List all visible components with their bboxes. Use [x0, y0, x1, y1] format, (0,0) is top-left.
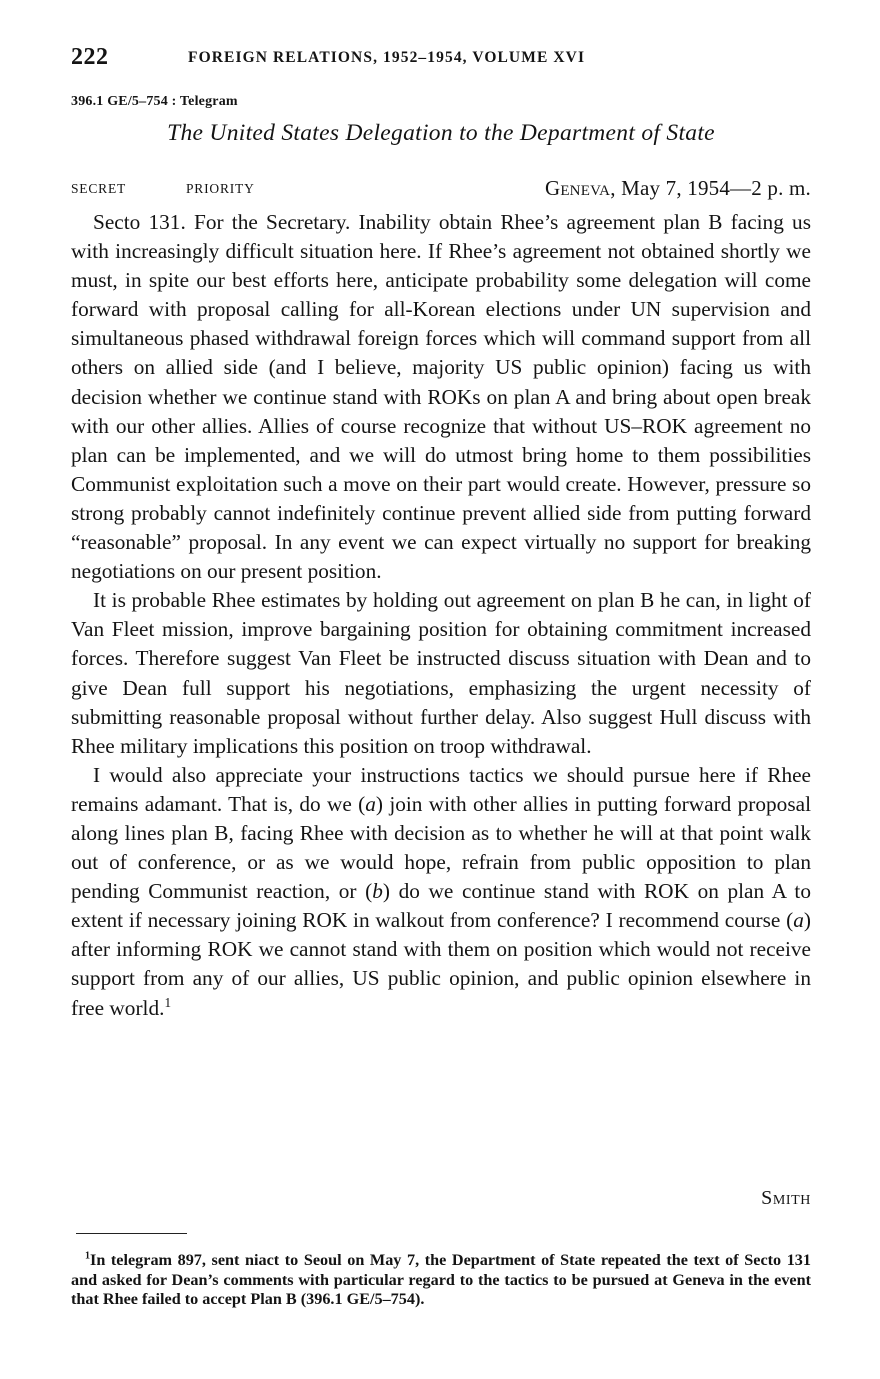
precedence-label: PRIORITY [186, 181, 255, 196]
footnote-reference: 1 [164, 994, 172, 1010]
page-header [71, 44, 811, 76]
footnote-marker: 1 [85, 1250, 91, 1262]
telegram-body [71, 208, 811, 1023]
footnote-divider [76, 1233, 187, 1234]
option-b-marker: b [372, 879, 383, 904]
document-title: The United States Delegation to the Department of State [167, 120, 715, 146]
paragraph-3-part-3: ) do we continue stand with ROK on plan A to extent if necessary joining ROK in walkout from conference? I recommend course ( [71, 879, 811, 933]
telegram-meta-row [71, 176, 811, 206]
dateline-date: , May 7, 1954—2 p. m. [610, 176, 811, 200]
dateline-place: Geneva [544, 176, 611, 200]
classification-label: SECRET [71, 181, 127, 196]
file-reference: 396.1 GE/5–754 : Telegram [71, 94, 238, 109]
option-a-marker-second: a [793, 908, 804, 933]
page-number: 222 [71, 44, 109, 70]
footnote-text: In telegram 897, sent niact to Seoul on May 7, the Department of State repeated the text of Secto 131 and asked for Dean’s comments with particular regard to the tactics to be pursued at Geneva in the event that Rhee failed to accept Plan B (396.1 GE/5–754). [71, 1251, 811, 1308]
paragraph-3-part-1: I would also appreciate your instructions tactics we should pursue here if Rhee remains adamant. That is, do we ( [71, 762, 811, 816]
paragraph-3-part-4: ) after informing ROK we cannot stand with them on position which would not receive support from any of our allies, US public opinion, and public opinion elsewhere in free world. [71, 908, 811, 1020]
option-a-marker: a [365, 791, 376, 816]
paragraph-3 [71, 761, 811, 1023]
dateline [545, 176, 811, 201]
paragraph-1: Secto 131. For the Secretary. Inability obtain Rhee’s agreement plan B facing us with increasingly difficult situation here. If Rhee’s agreement not obtained shortly we must, in spite our best efforts here, anticipate probability some delegation will come forward with proposal calling for all-Korean elections under UN supervision and simultaneous phased withdrawal foreign forces which will command support from all others on allied side (and I believe, majority US public opinion) facing us with decision whether we continue stand with ROKs on plan A and bring about open break with our other allies. Allies of course recognize that without US–ROK agreement no plan can be implemented, and we will do utmost bring home to them possibilities Communist exploitation such a move on their part would create. However, pressure so strong probably cannot indefinitely continue prevent allied side from putting forward “reasonable” proposal. In any event we can expect virtually no support for breaking negotiations on our present position. [71, 210, 811, 584]
footnote [71, 1251, 811, 1310]
paragraph-3-part-2: ) join with other allies in putting forward proposal along lines plan B, facing Rhee with decision as to whether he will at that point walk out of conference, or as we would hope, refrain from public opposition to plan pending Communist reaction, or ( [71, 791, 811, 904]
paragraph-2: It is probable Rhee estimates by holding out agreement on plan B he can, in light of Van Fleet mission, improve bargaining position for obtaining commitment increased forces. Therefore suggest Van Fleet be instructed discuss situation with Dean and to give Dean full support his negotiations, emphasizing the urgent necessity of submitting reasonable proposal without further delay. Also suggest Hull discuss with Rhee military implications this position on troop withdrawal. [71, 588, 811, 758]
signature: Smith [761, 1187, 811, 1209]
running-head: FOREIGN RELATIONS, 1952–1954, VOLUME XVI [188, 49, 586, 66]
